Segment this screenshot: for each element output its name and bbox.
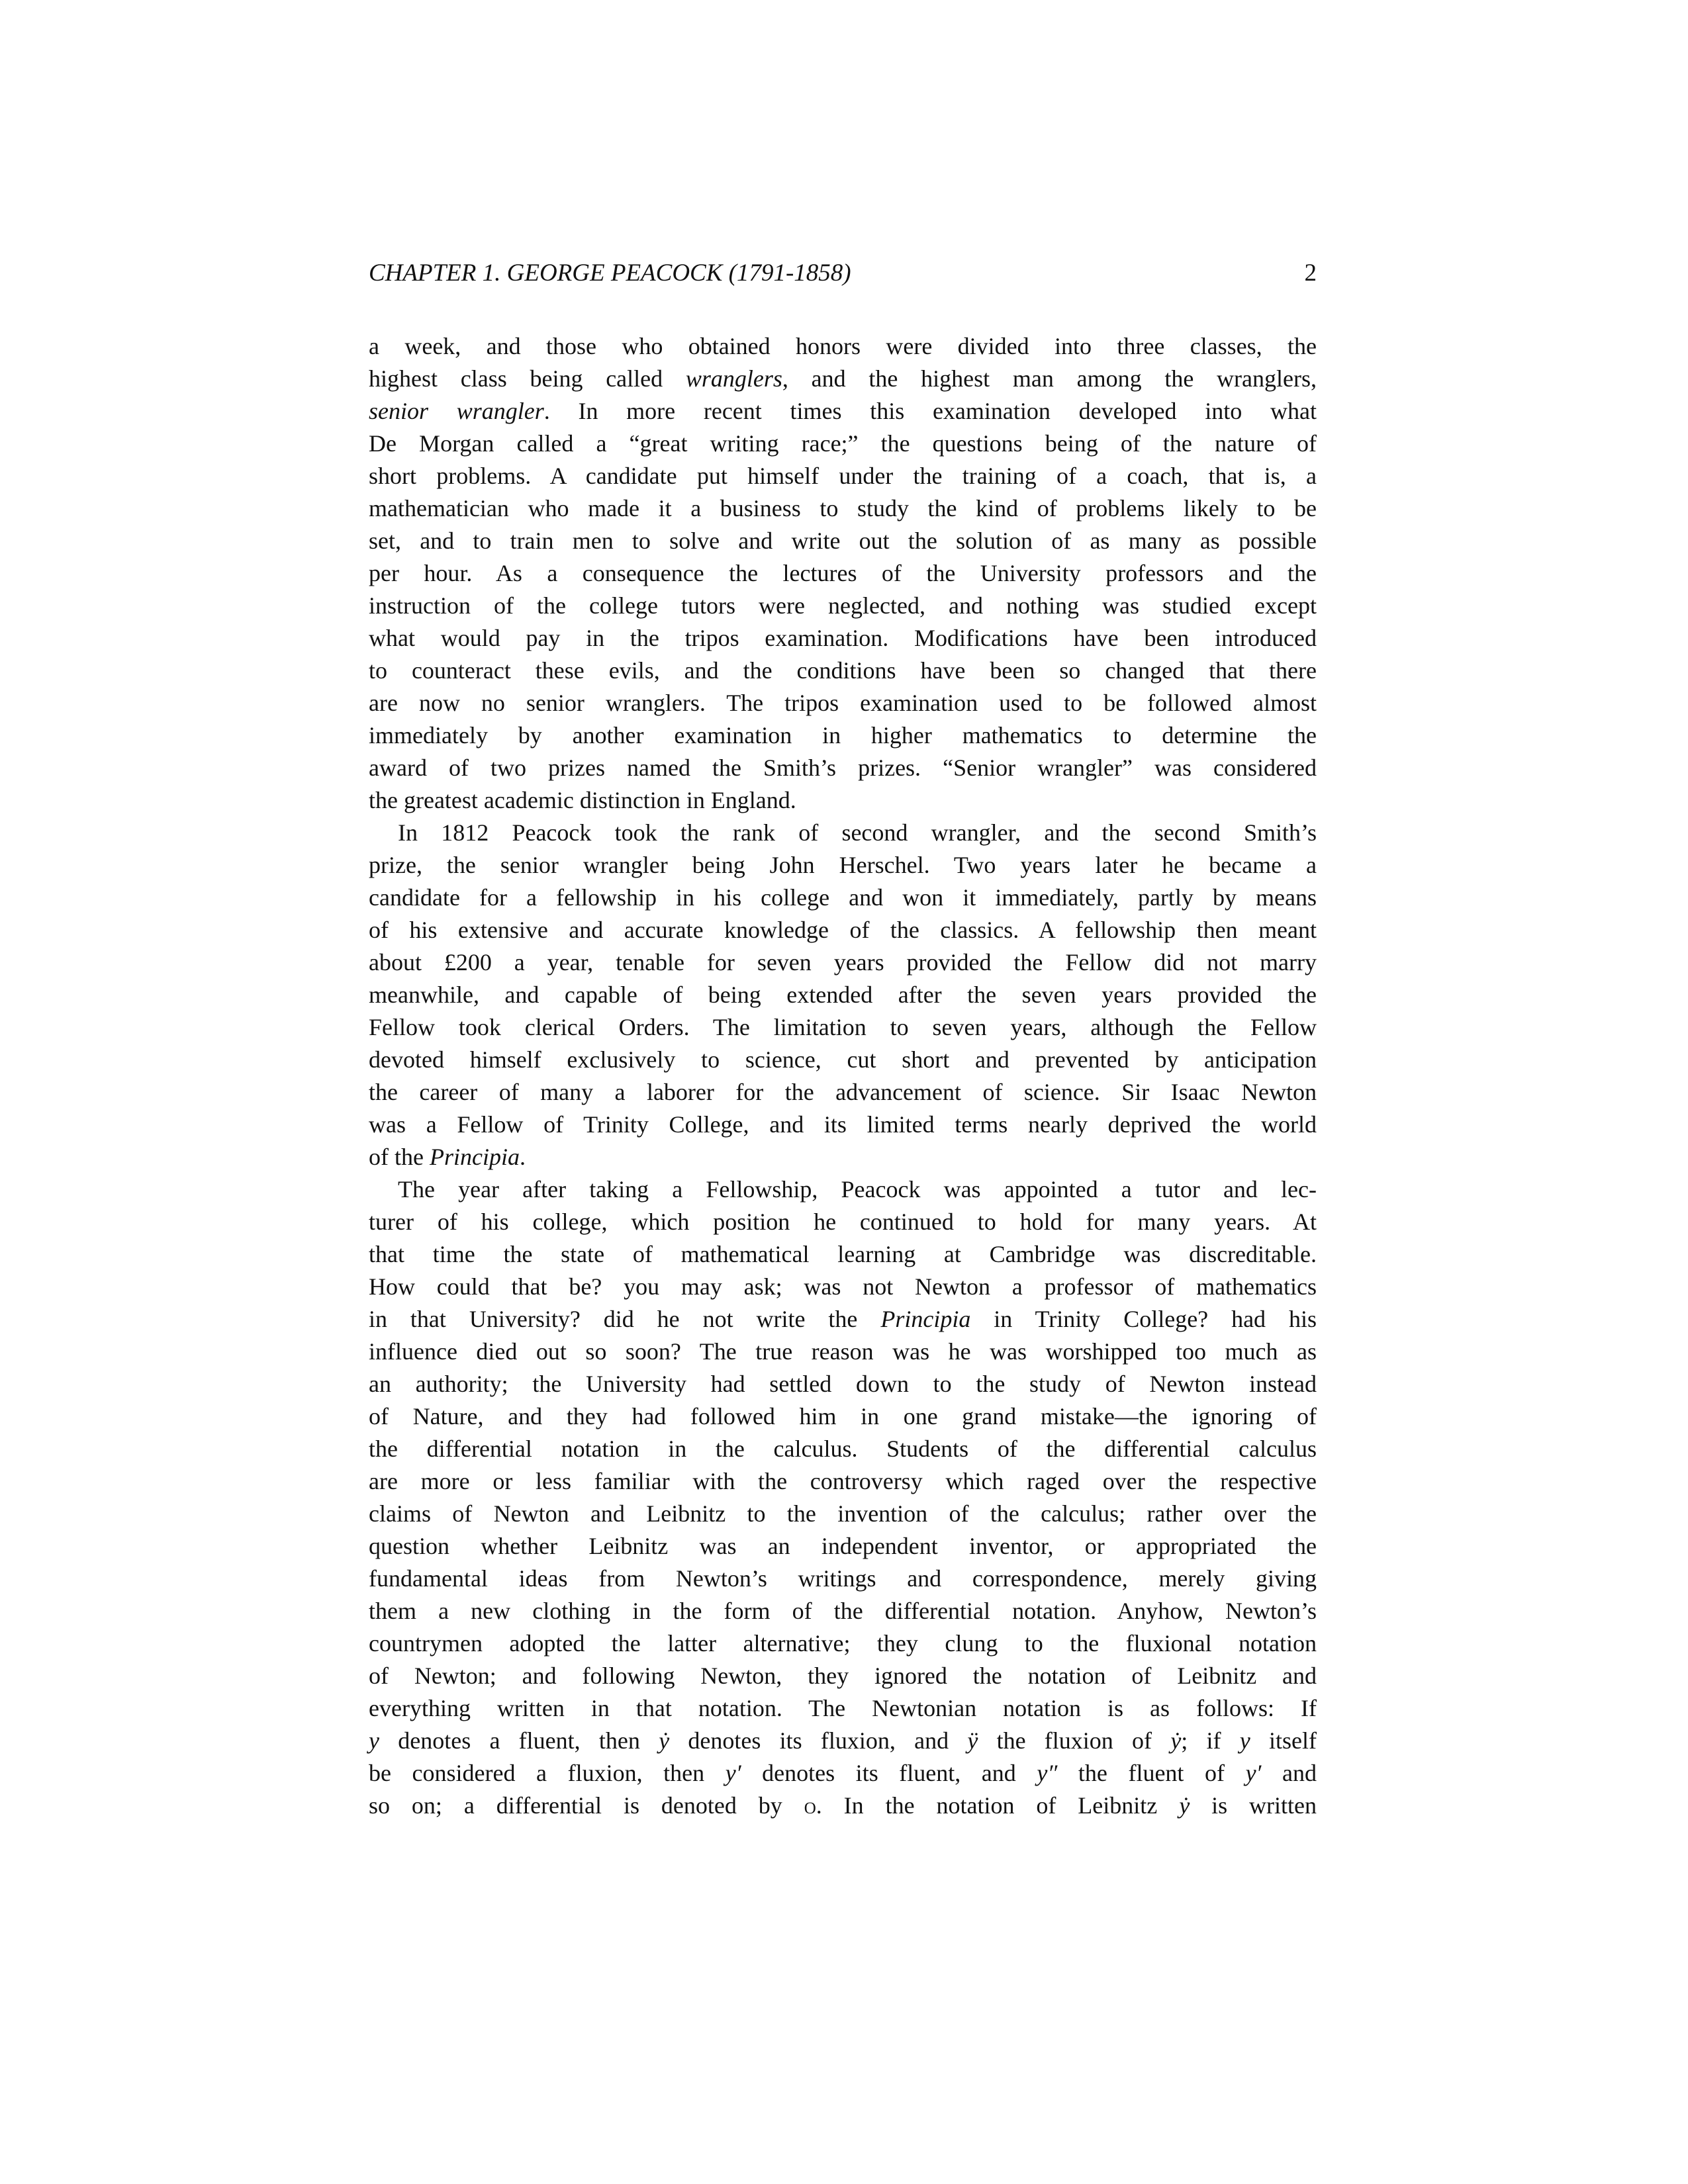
text-line: meanwhile, and capable of being extended after the seven years provided the: [369, 981, 1317, 1008]
text-line: of Nature, and they had followed him in one grand mistake—the ignoring of: [369, 1403, 1317, 1430]
italic-text: ẏ: [659, 1727, 670, 1754]
text-line: question whether Leibnitz was an independent inventor, or appropriated the: [369, 1533, 1317, 1559]
text-line: of the Principia.: [369, 1144, 526, 1170]
text-line: in that University? did he not write the Principia in Trinity College? had his: [369, 1306, 1317, 1332]
italic-text: y′: [725, 1760, 741, 1786]
text-line: candidate for a fellowship in his college and won it immediately, partly by means: [369, 884, 1317, 911]
text-line: mathematician who made it a business to study the kind of problems likely to be: [369, 495, 1317, 522]
text-line: prize, the senior wrangler being John Herschel. Two years later he became a: [369, 852, 1317, 878]
italic-text: wranglers: [685, 365, 782, 392]
text-line: them a new clothing in the form of the differential notation. Anyhow, Newton’s: [369, 1598, 1317, 1624]
text-line: fundamental ideas from Newton’s writings and correspondence, merely giving: [369, 1565, 1317, 1592]
text-line: a week, and those who obtained honors were divided into three classes, the: [369, 333, 1317, 359]
text-line: award of two prizes named the Smith’s prizes. “Senior wrangler” was considered: [369, 754, 1317, 781]
paragraph: [369, 817, 1317, 1173]
paragraph: [369, 1173, 1317, 1822]
text-line: set, and to train men to solve and write out the solution of as many as possible: [369, 527, 1317, 554]
text-line: influence died out so soon? The true reason was he was worshipped too much as: [369, 1338, 1317, 1365]
italic-text: ẏ: [1179, 1792, 1190, 1819]
text-line: devoted himself exclusively to science, cut short and prevented by anticipation: [369, 1046, 1317, 1073]
text-line: of Newton; and following Newton, they ignored the notation of Leibnitz and: [369, 1662, 1317, 1689]
text-line: claims of Newton and Leibnitz to the invention of the calculus; rather over the: [369, 1500, 1317, 1527]
running-header: [369, 257, 1317, 289]
text-line: instruction of the college tutors were neglected, and nothing was studied except: [369, 592, 1317, 619]
text-line: so on; a differential is denoted by o. In the notation of Leibnitz ẏ is written: [369, 1792, 1317, 1819]
text-line: the greatest academic distinction in England.: [369, 787, 796, 813]
italic-text: y: [369, 1727, 379, 1754]
italic-text: y: [1239, 1727, 1250, 1754]
text-line: an authority; the University had settled down to the study of Newton instead: [369, 1371, 1317, 1397]
text-line: be considered a fluxion, then y′ denotes its fluent, and y″ the fluent of y′ and: [369, 1760, 1317, 1786]
italic-text: ÿ: [967, 1727, 978, 1754]
text-line: the career of many a laborer for the advancement of science. Sir Isaac Newton: [369, 1079, 1317, 1105]
text-line: about £200 a year, tenable for seven years provided the Fellow did not marry: [369, 949, 1317, 976]
text-line: immediately by another examination in higher mathematics to determine the: [369, 722, 1317, 749]
italic-text: ẏ: [1170, 1727, 1182, 1754]
text-line: De Morgan called a “great writing race;” the questions being of the nature of: [369, 430, 1317, 457]
small-caps-text: o: [804, 1792, 816, 1819]
text-line: are now no senior wranglers. The tripos examination used to be followed almost: [369, 690, 1317, 716]
text-line: Fellow took clerical Orders. The limitation to seven years, although the Fellow: [369, 1014, 1317, 1040]
paragraph: [369, 330, 1317, 817]
text-line: to counteract these evils, and the conditions have been so changed that there: [369, 657, 1317, 684]
text-line: that time the state of mathematical learning at Cambridge was discreditable.: [369, 1241, 1317, 1267]
italic-text: Principia: [429, 1144, 520, 1170]
italic-text: Principia: [880, 1306, 971, 1332]
text-line: The year after taking a Fellowship, Peacock was appointed a tutor and lec-: [398, 1176, 1317, 1203]
text-line: short problems. A candidate put himself under the training of a coach, that is, a: [369, 463, 1317, 489]
text-line: How could that be? you may ask; was not Newton a professor of mathematics: [369, 1273, 1317, 1300]
text-line: turer of his college, which position he continued to hold for many years. At: [369, 1208, 1317, 1235]
text-line: the differential notation in the calculus. Students of the differential calculus: [369, 1435, 1317, 1462]
text-line: per hour. As a consequence the lectures of the University professors and the: [369, 560, 1317, 586]
italic-text: senior wrangler: [369, 398, 544, 424]
page-number: 2: [1304, 259, 1317, 287]
italic-text: y′: [1245, 1760, 1262, 1786]
text-line: highest class being called wranglers, and the highest man among the wranglers,: [369, 365, 1317, 392]
text-line: senior wrangler. In more recent times this examination developed into what: [369, 398, 1317, 424]
text-line: In 1812 Peacock took the rank of second wrangler, and the second Smith’s: [398, 819, 1317, 846]
text-block: [369, 257, 1317, 1822]
text-line: y denotes a fluent, then ẏ denotes its fluxion, and ÿ the fluxion of ẏ; if y itself: [369, 1727, 1317, 1754]
running-header-title: CHAPTER 1. GEORGE PEACOCK (1791-1858): [369, 259, 851, 287]
text-line: was a Fellow of Trinity College, and its limited terms nearly deprived the world: [369, 1111, 1317, 1138]
text-line: of his extensive and accurate knowledge of the classics. A fellowship then meant: [369, 917, 1317, 943]
text-line: countrymen adopted the latter alternative; they clung to the fluxional notation: [369, 1630, 1317, 1657]
text-line: everything written in that notation. The Newtonian notation is as follows: If: [369, 1695, 1317, 1721]
document-body: [369, 330, 1317, 1822]
text-line: are more or less familiar with the controversy which raged over the respective: [369, 1468, 1317, 1494]
text-line: what would pay in the tripos examination. Modifications have been introduced: [369, 625, 1317, 651]
italic-text: y″: [1037, 1760, 1058, 1786]
